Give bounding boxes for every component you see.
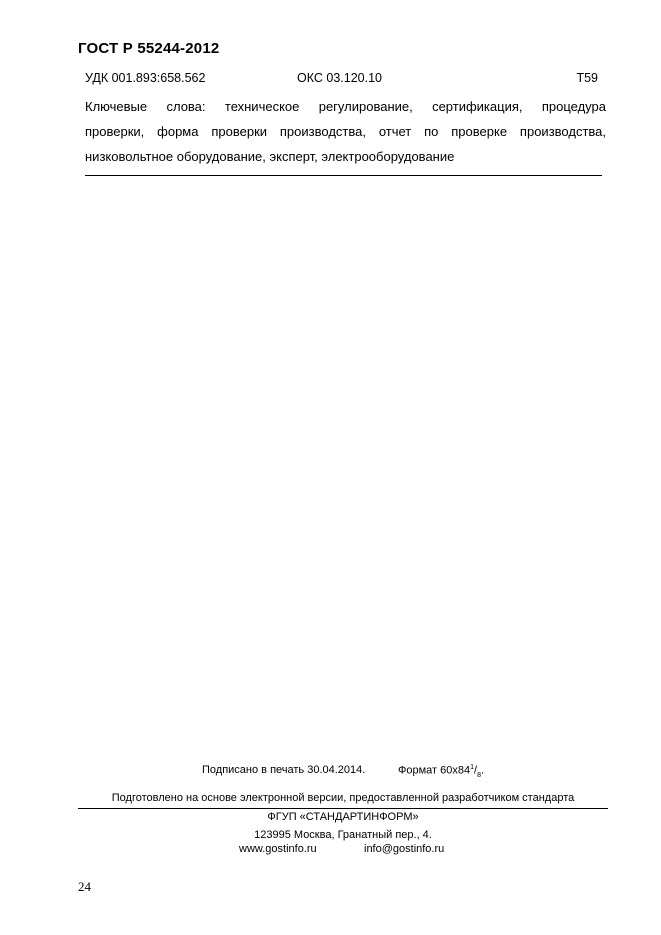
keywords-line-3: низковольтное оборудование, эксперт, электрооборудование	[85, 149, 455, 164]
imprint-email[interactable]: info@gostinfo.ru	[364, 843, 445, 855]
imprint-signed: Подписано в печать 30.04.2014.	[202, 764, 366, 776]
imprint-format: Формат $60х84^1/_8$.	[398, 764, 485, 779]
format-prefix: Формат 60х84	[398, 764, 471, 777]
oks-code: ОКС 03.120.10	[297, 71, 382, 85]
keywords-line-1: Ключевые слова: техническое регулирование, сертификация, процедура	[85, 99, 606, 114]
keywords-block	[85, 94, 606, 169]
imprint-address: 123995 Москва, Гранатный пер., 4.	[254, 829, 432, 841]
keywords-line-2: проверки, форма проверки производства, отчет по проверке производства,	[85, 124, 606, 139]
imprint-website[interactable]: www.gostinfo.ru	[239, 843, 317, 855]
udk-code: УДК 001.893:658.562	[85, 71, 206, 85]
page-number: 24	[78, 879, 91, 894]
format-suffix: .	[480, 764, 485, 777]
imprint-prepared: Подготовлено на основе электронной версии, предоставленной разработчиком стандарта	[111, 792, 575, 804]
group-code: Т59	[576, 71, 598, 85]
classification-row	[85, 71, 598, 89]
document-title: ГОСТ Р 55244-2012	[78, 40, 220, 57]
format-denominator: 8	[477, 771, 481, 779]
imprint-publisher: ФГУП «СТАНДАРТИНФОРМ»	[267, 811, 419, 823]
format-numerator: 1	[470, 764, 475, 771]
keywords-divider	[85, 175, 602, 176]
imprint-divider	[78, 808, 608, 809]
